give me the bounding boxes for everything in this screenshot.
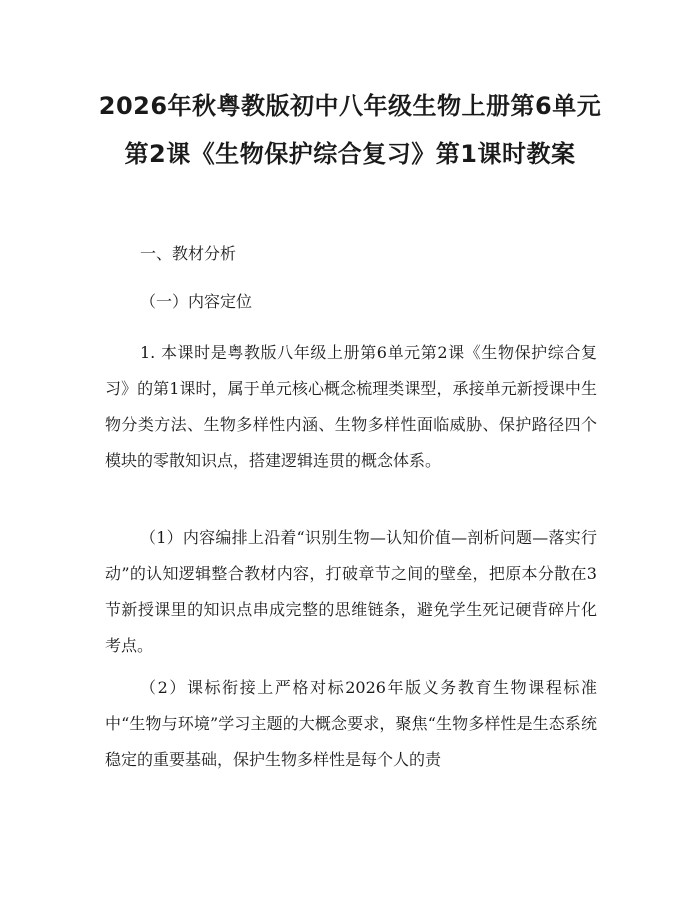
- subsection-heading: （一）内容定位: [140, 292, 253, 311]
- section-heading: 一、教材分析: [140, 244, 237, 263]
- paragraph-content-arrangement: （1）内容编排上沿着“识别生物—认知价值—剖析问题—落实行动”的认知逻辑整合教材内容，打破章节之间的壁垒，把原本分散在3节新授课里的知识点串成完整的思维链条，避免学生死记硬背碎片化考点。: [105, 528, 597, 655]
- paragraph-curriculum-alignment: （2）课标衔接上严格对标2026年版义务教育生物课程标准中“生物与环境”学习主题的大概念要求，聚焦“生物多样性是生态系统稳定的重要基础，保护生物多样性是每个人的责: [105, 678, 597, 769]
- paragraph-content-positioning: 1. 本课时是粤教版八年级上册第6单元第2课《生物保护综合复习》的第1课时，属于单元核心概念梳理类课型，承接单元新授课中生物分类方法、生物多样性内涵、生物多样性面临威胁、保护路径四个模块的零散知识点，搭建逻辑连贯的概念体系。: [105, 343, 597, 470]
- document-title: 2026年秋粤教版初中八年级生物上册第6单元第2课《生物保护综合复习》第1课时教案: [98, 92, 602, 168]
